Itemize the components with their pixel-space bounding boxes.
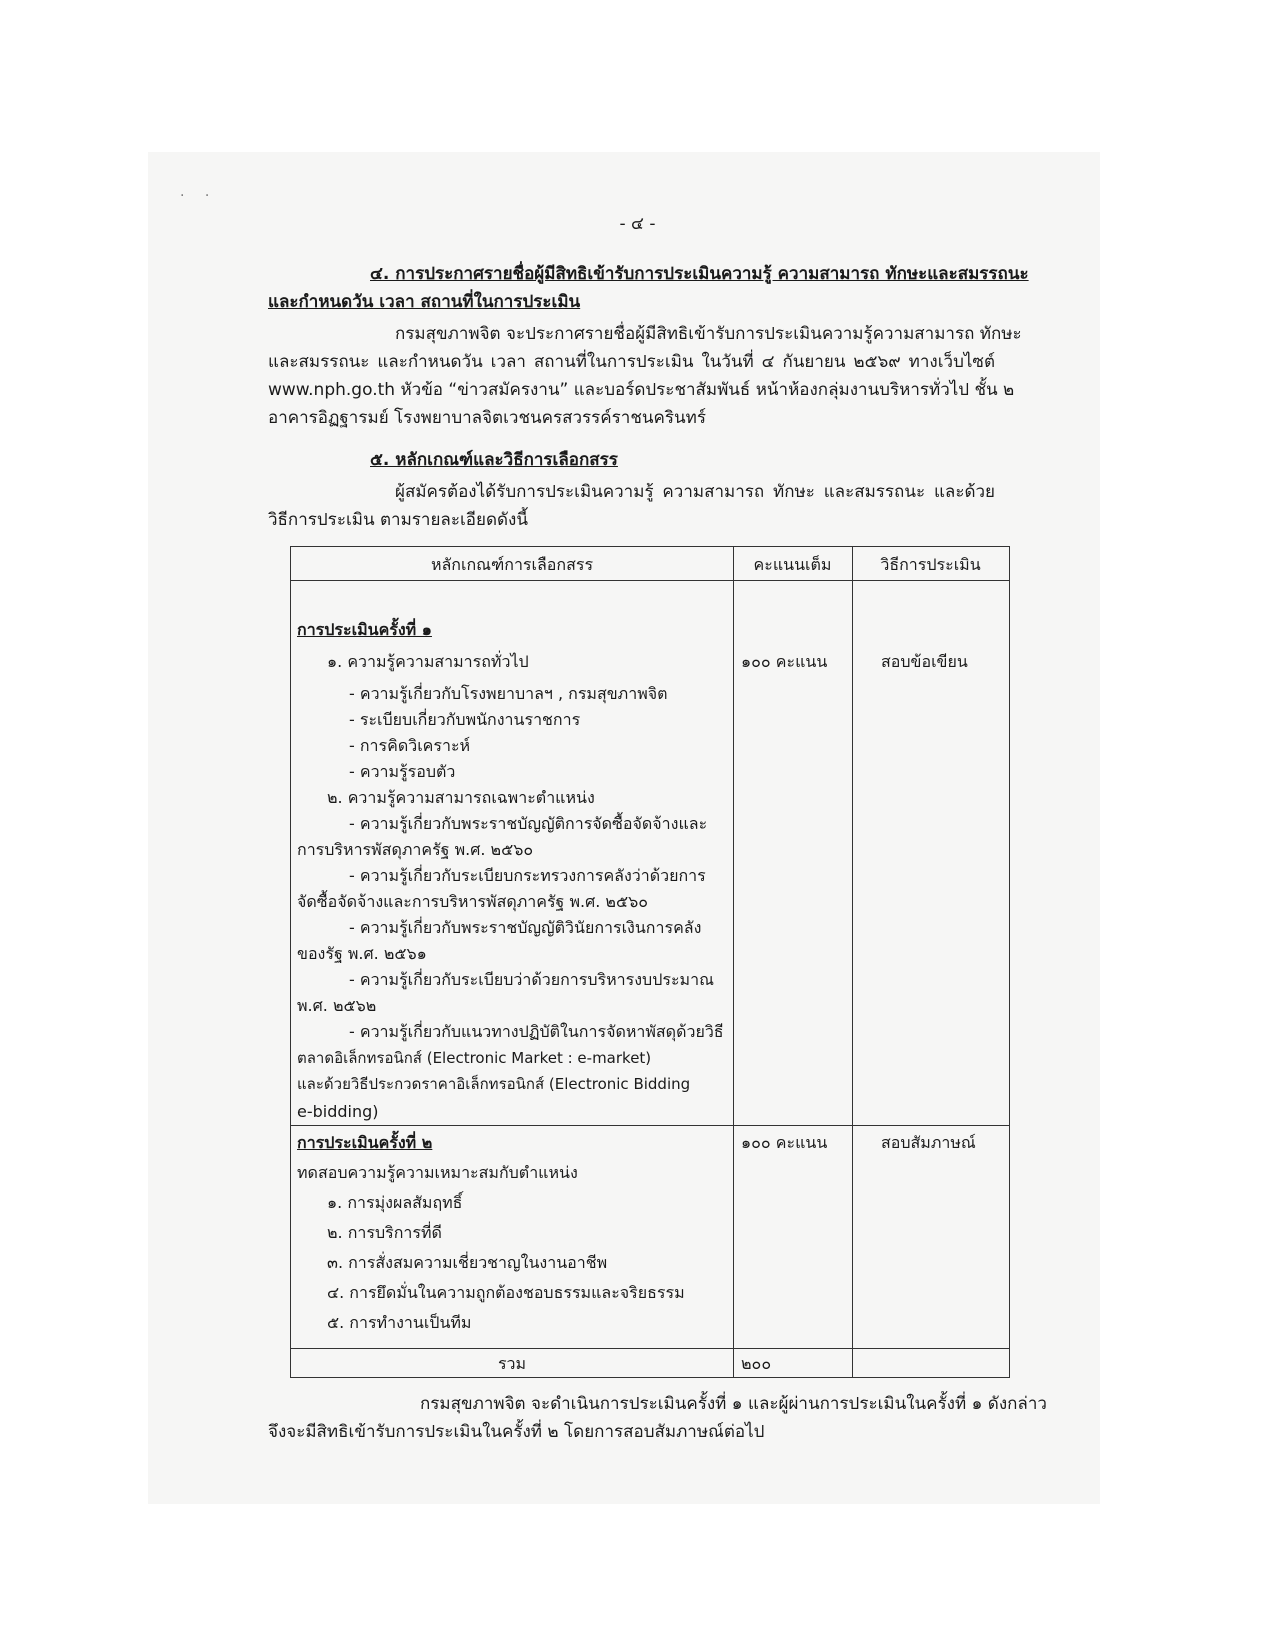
criteria-subitem-cont: จัดซื้อจัดจ้างและการบริหารพัสดุภาครัฐ พ.ศ. ๒๕๖๐: [297, 892, 649, 911]
section4-para-line: www.nph.go.th หัวข้อ “ข่าวสมัครงาน” และบอร์ดประชาสัมพันธ์ หน้าห้องกลุ่มงานบริหารทั่วไป ชั้น ๒: [268, 380, 1015, 400]
criteria-item: ทดสอบความรู้ความเหมาะสมกับตำแหน่ง: [297, 1163, 578, 1182]
round2-method: สอบสัมภาษณ์: [881, 1133, 976, 1152]
criteria-item: ๑. ความรู้ความสามารถทั่วไป: [327, 652, 529, 671]
criteria-subitem: - ความรู้เกี่ยวกับพระราชบัญญัติวินัยการเงินการคลัง: [349, 918, 702, 937]
section4-heading: ๔. การประกาศรายชื่อผู้มีสิทธิเข้ารับการประเมินความรู้ ความสามารถ ทักษะและสมรรถนะ: [370, 264, 1029, 284]
section5-para-line: ผู้สมัครต้องได้รับการประเมินความรู้ ความสามารถ ทักษะ และสมรรถนะ และด้วย: [395, 482, 995, 502]
section5-heading: ๕. หลักเกณฑ์และวิธีการเลือกสรร: [370, 450, 618, 470]
criteria-subitem-cont: พ.ศ. ๒๕๖๒: [297, 996, 377, 1015]
selection-criteria-table: [290, 546, 1010, 1378]
header-criteria: หลักเกณฑ์การเลือกสรร: [430, 555, 594, 574]
criteria-subitem: - ระเบียบเกี่ยวกับพนักงานราชการ: [349, 710, 581, 729]
criteria-item: ๓. การสั่งสมความเชี่ยวชาญในงานอาชีพ: [327, 1253, 608, 1272]
criteria-item: ๔. การยึดมั่นในความถูกต้องชอบธรรมและจริยธรรม: [327, 1283, 685, 1302]
header-score: คะแนนเต็ม: [753, 555, 832, 574]
row-divider: [291, 1125, 1009, 1126]
criteria-subitem: - ความรู้เกี่ยวกับระเบียบกระทรวงการคลังว่าด้วยการ: [349, 866, 706, 885]
criteria-subitem: - ความรู้เกี่ยวกับโรงพยาบาลฯ , กรมสุขภาพจิต: [349, 684, 668, 703]
header-divider: [291, 580, 1009, 581]
section4-para-line: กรมสุขภาพจิต จะประกาศรายชื่อผู้มีสิทธิเข้ารับการประเมินความรู้ความสามารถ ทักษะ: [395, 324, 1022, 344]
row-divider: [291, 1348, 1009, 1349]
page-number: - ๔ -: [619, 214, 656, 234]
criteria-subitem-cont: ตลาดอิเล็กทรอนิกส์ (Electronic Market : e-market): [297, 1049, 652, 1067]
round1-score: ๑๐๐ คะแนน: [741, 652, 828, 671]
criteria-item: ๒. การบริการที่ดี: [327, 1223, 442, 1242]
section4-para-line: และสมรรถนะ และกำหนดวัน เวลา สถานที่ในการประเมิน ในวันที่ ๔ กันยายน ๒๕๖๙ ทางเว็บไซต์: [268, 352, 995, 372]
criteria-subitem-cont: e-bidding): [297, 1102, 379, 1121]
criteria-subitem: - ความรู้เกี่ยวกับแนวทางปฏิบัติในการจัดหาพัสดุด้วยวิธี: [349, 1022, 724, 1041]
closing-line: กรมสุขภาพจิต จะดำเนินการประเมินครั้งที่ ๑ และผู้ผ่านการประเมินในครั้งที่ ๑ ดังกล่าว: [420, 1394, 1047, 1414]
criteria-item: ๑. การมุ่งผลสัมฤทธิ์: [327, 1193, 463, 1212]
header-method: วิธีการประเมิน: [880, 555, 981, 574]
round2-score: ๑๐๐ คะแนน: [741, 1133, 828, 1152]
criteria-item: ๕. การทำงานเป็นทีม: [327, 1313, 472, 1332]
criteria-subitem: - ความรู้เกี่ยวกับพระราชบัญญัติการจัดซื้อจัดจ้างและ: [349, 814, 708, 833]
criteria-subitem: - การคิดวิเคราะห์: [349, 736, 471, 755]
round1-title: การประเมินครั้งที่ ๑: [297, 620, 432, 639]
section4-heading-cont: และกำหนดวัน เวลา สถานที่ในการประเมิน: [268, 292, 581, 312]
scan-specks: · ·: [180, 188, 218, 204]
criteria-subitem: - ความรู้เกี่ยวกับระเบียบว่าด้วยการบริหารงบประมาณ: [349, 970, 714, 989]
round1-method: สอบข้อเขียน: [881, 652, 968, 671]
criteria-subitem-cont: การบริหารพัสดุภาครัฐ พ.ศ. ๒๕๖๐: [297, 840, 534, 859]
total-label: รวม: [497, 1354, 527, 1373]
column-divider: [852, 547, 853, 1377]
closing-line: จึงจะมีสิทธิเข้ารับการประเมินในครั้งที่ ๒ โดยการสอบสัมภาษณ์ต่อไป: [268, 1422, 765, 1442]
criteria-subitem: - ความรู้รอบตัว: [349, 762, 456, 781]
criteria-subitem-cont: และด้วยวิธีประกวดราคาอิเล็กทรอนิกส์ (Electronic Bidding: [297, 1075, 691, 1093]
criteria-item: ๒. ความรู้ความสามารถเฉพาะตำแหน่ง: [327, 788, 595, 807]
column-divider: [733, 547, 734, 1377]
round2-title: การประเมินครั้งที่ ๒: [297, 1133, 433, 1152]
total-score: ๒๐๐: [741, 1354, 772, 1373]
criteria-subitem-cont: ของรัฐ พ.ศ. ๒๕๖๑: [297, 944, 427, 963]
section5-para-line: วิธีการประเมิน ตามรายละเอียดดังนี้: [268, 510, 528, 530]
section4-para-line: อาคารอิฏฐารมย์ โรงพยาบาลจิตเวชนครสวรรค์ราชนครินทร์: [268, 408, 706, 428]
